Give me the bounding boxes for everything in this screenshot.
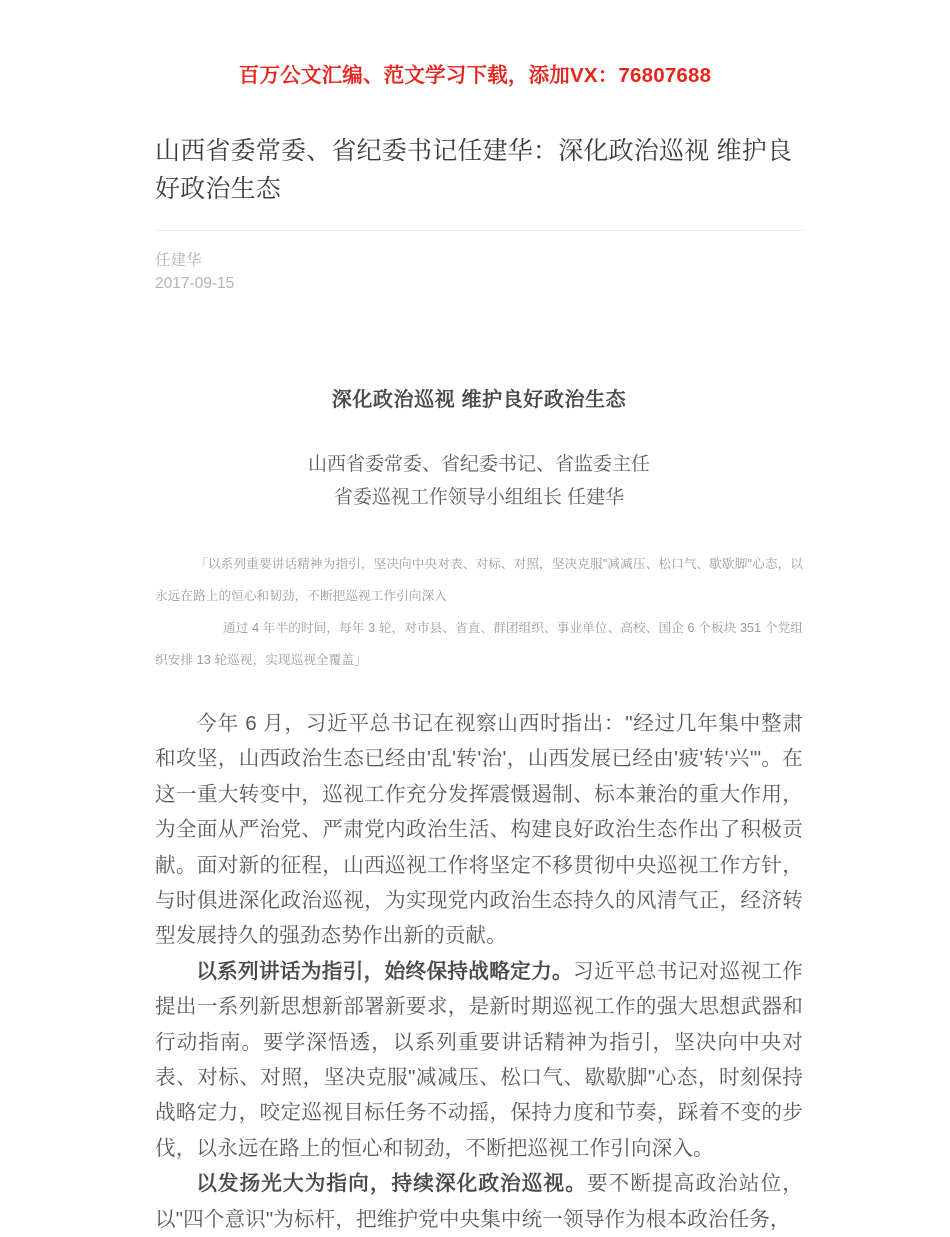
page-title: 山西省委常委、省纪委书记任建华：深化政治巡视 维护良好政治生态 xyxy=(155,137,793,203)
article-byline xyxy=(155,448,803,514)
paragraph-text: 要不断提高政治站位，以"四个意识"为标杆，把维护党中央集中统一领导作为根本政治任务， xyxy=(155,1172,803,1231)
title-divider xyxy=(155,230,803,231)
promo-banner: 百万公文汇编、范文学习下载，添加VX：76807688 xyxy=(238,64,712,87)
lead-paragraph-2: 通过 4 年半的时间，每年 3 轮，对市县、省直、群团组织、事业单位、高校、国企 6 个板块 351 个党组织安排 13 轮巡视，实现巡视全覆盖」 xyxy=(155,621,803,667)
article-paragraph xyxy=(155,1166,803,1237)
article-paragraphs xyxy=(155,706,803,1237)
lead-paragraph-1: 「以系列重要讲话精神为指引，坚决向中央对表、对标、对照，坚决克服"减减压、松口气、歇歇脚"心态，以永远在路上的恒心和韧劲，不断把巡视工作引向深入 xyxy=(155,557,803,603)
paragraph-lead-in: 以系列讲话为指引，始终保持战略定力。 xyxy=(196,959,573,983)
paragraph-text: 习近平总书记对巡视工作提出一系列新思想新部署新要求，是新时期巡视工作的强大思想武器和行动指南。要学深悟透，以系列重要讲话精神为指引，坚决向中央对表、对标、对照，坚决克服"减减压、松口气、歇歇脚"心态，时刻保持战略定力，咬定巡视目标任务不动摇，保持力度和节奏，踩着不变的步伐，以永远在路上的恒心和韧劲，不断把巡视工作引向深入。 xyxy=(155,959,803,1160)
byline-line-2: 省委巡视工作领导小组组长 任建华 xyxy=(333,487,625,508)
meta-date: 2017-09-15 xyxy=(155,275,235,292)
paragraph-text: 今年 6 月，习近平总书记在视察山西时指出："经过几年集中整肃和攻坚，山西政治生态已经由'乱'转'治'，山西发展已经由'疲'转'兴'"。在这一重大转变中，巡视工作充分发挥震慑遏制、标本兼治的重大作用，为全面从严治党、严肃党内政治生活、构建良好政治生态作出了积极贡献。面对新的征程，山西巡视工作将坚定不移贯彻中央巡视工作方针，与时俱进深化政治巡视，为实现党内政治生态持久的风清气正，经济转型发展持久的强劲态势作出新的贡献。 xyxy=(155,712,803,948)
document-meta xyxy=(155,249,803,295)
article-heading: 深化政治巡视 维护良好政治生态 xyxy=(331,389,627,411)
document-content xyxy=(155,132,803,1237)
article-body xyxy=(155,383,803,1237)
article-lead xyxy=(155,548,803,676)
byline-line-1: 山西省委常委、省纪委书记、省监委主任 xyxy=(307,454,650,475)
meta-author: 任建华 xyxy=(155,252,202,269)
paragraph-lead-in: 以发扬光大为指向，持续深化政治巡视。 xyxy=(196,1172,587,1196)
article-paragraph xyxy=(155,954,803,1166)
article-paragraph xyxy=(155,706,803,954)
